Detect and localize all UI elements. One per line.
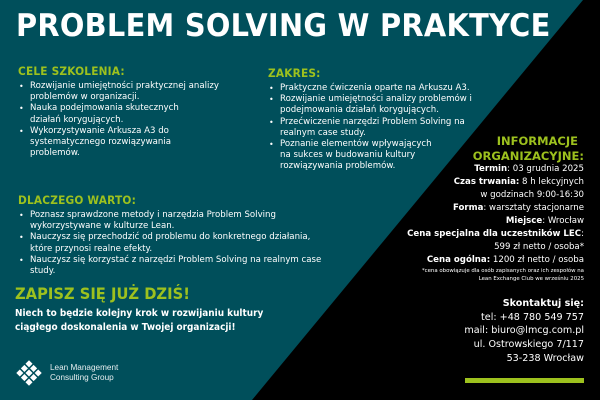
- info-miejsce: [344, 215, 584, 228]
- dlaczego-list: [18, 210, 338, 277]
- czas-label: Czas trwania:: [453, 177, 520, 187]
- list-item: • Nauka podejmowania skutecznych działań korygujących.: [18, 103, 210, 125]
- logo-text: [50, 363, 118, 382]
- info-cena-ogolna: [344, 254, 584, 267]
- diamond-grid-icon: [16, 360, 42, 386]
- cena-lec-label: Cena specjalna dla uczestników LEC: [407, 229, 582, 239]
- company-logo: [16, 360, 118, 386]
- info-heading-1: INFORMACJE: [496, 134, 578, 148]
- info-termin: [344, 163, 584, 176]
- cena-ogolna-label: Cena ogólna:: [426, 255, 491, 265]
- list-item: • Wykorzystywanie Arkusza A3 do systematycznego rozwiązywania problemów.: [18, 126, 200, 160]
- forma-label: Forma: [453, 203, 484, 213]
- cta-subtext: Niech to będzie kolejny krok w rozwijaniu kultury ciągłego doskonalenia w Twojej organizacji!: [15, 308, 264, 333]
- list-item: • Nauczysz się przechodzić od problemu do konkretnego działania, które przynosi realne efekty.: [18, 232, 325, 254]
- info-heading-2: ORGANIZACYJNE:: [472, 148, 584, 163]
- cele-list: [18, 81, 233, 159]
- section-dlaczego: [18, 193, 358, 277]
- list-item: • Poznanie elementów wpływających na sukces w budowaniu kultury rozwiązywania problemów.: [268, 139, 445, 173]
- section-heading-cele: CELE SZKOLENIA:: [18, 64, 125, 78]
- contact-street: ul. Ostrowskiego 7/117: [473, 339, 584, 351]
- list-item: • Rozwijanie umiejętności analizy problemów i podejmowania działań korygujących.: [268, 94, 473, 116]
- termin-label: Termin: [474, 164, 508, 174]
- forma-value: : warsztaty stacjonarne: [483, 203, 584, 213]
- footnote-line-2: Lean Exchange Club we wrześniu 2025: [478, 275, 584, 282]
- section-heading-dlaczego: DLACZEGO WARTO:: [18, 193, 137, 207]
- list-item: • Rozwijanie umiejętności praktycznej analizy problemów w organizacji.: [18, 81, 233, 103]
- cta-heading: ZAPISZ SIĘ JUŻ DZIŚ!: [15, 284, 190, 303]
- info-forma: [344, 202, 584, 215]
- contact-city: 53-238 Wrocław: [506, 352, 584, 364]
- cena-ogolna-value: 1200 zł netto / osoba: [490, 255, 584, 265]
- miejsce-value: : Wrocław: [542, 216, 584, 226]
- list-item: • Praktyczne ćwiczenia oparte na Arkuszu A3.: [268, 83, 473, 94]
- accent-bar: [465, 378, 584, 383]
- list-item: • Przećwiczenie narzędzi Problem Solving na realnym case study.: [268, 117, 465, 139]
- page-title: PROBLEM SOLVING W PRAKTYCE: [16, 8, 551, 44]
- section-heading-zakres: ZAKRES:: [268, 66, 321, 80]
- cena-lec-colon: :: [581, 229, 584, 239]
- czas-value: 8 h lekcyjnych: [519, 177, 584, 187]
- info-czas-hours: w godzinach 9:00-16:30: [480, 190, 584, 200]
- price-footnote: [344, 268, 584, 283]
- termin-value: : 03 grudnia 2025: [507, 164, 584, 174]
- footnote-line-1: *cena obowiązuje dla osób zapisanych oraz ich zespołów na: [421, 268, 584, 274]
- section-cele: [18, 64, 248, 159]
- contact-phone[interactable]: tel: +48 780 549 757: [481, 311, 584, 323]
- list-item: • Nauczysz się korzystać z narzędzi Problem Solving na realnym case study.: [18, 255, 338, 277]
- logo-line-1: Lean Management: [50, 363, 119, 373]
- contact-email[interactable]: mail: biuro@lmcg.com.pl: [464, 325, 584, 337]
- contact-block: [464, 297, 584, 366]
- info-cena-lec-value: 599 zł netto / osoba*: [494, 242, 584, 252]
- contact-heading: Skontaktuj się:: [502, 298, 584, 309]
- info-czas: [344, 176, 584, 189]
- info-block: [344, 134, 584, 283]
- logo-line-2: Consulting Group: [50, 373, 114, 382]
- list-item: • Poznasz sprawdzone metody i narzędzia Problem Solving wykorzystywane w kulturze Lean.: [18, 210, 335, 232]
- miejsce-label: Miejsce: [505, 216, 543, 226]
- info-cena-lec: [344, 228, 584, 241]
